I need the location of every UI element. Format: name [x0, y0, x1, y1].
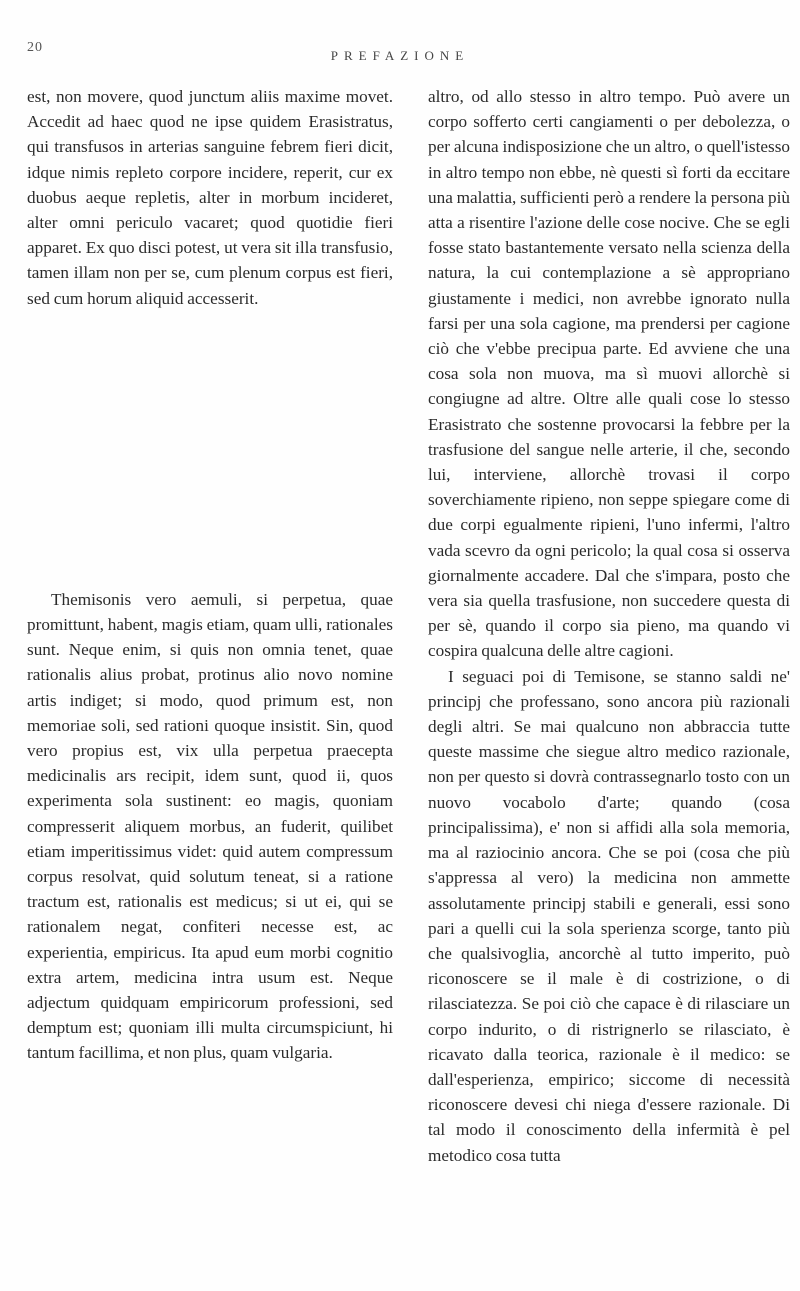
italian-paragraph-1: altro, od allo stesso in altro tempo. Può avere un corpo sofferto certi cangiamenti o per debolezza, o per alcuna indisposizione che un altro, o quell'istesso in altro tempo non ebbe, nè questi sì forti da eccitare una malattia, sufficienti però a rendere la persona più atta a risentire l'azione delle cose nocive. Che se egli fosse stato bastantemente versato nella scienza della natura, la cui contemplazione a sè appropriano giustamente i medici, non avrebbe ignorato nulla farsi per una sola cagione, ma prendersi per cagione ciò che v'ebbe precipua parte. Ed avviene che una cosa sola non muova, ma sì muovi allorchè si congiugne ad altre. Oltre alle quali cose lo stesso Erasistrato che sostenne provocarsi la febbre per la trasfusione del sangue nelle arterie, il che, secondo lui, interviene, allorchè trovasi il corpo soverchiamente ripieno, non seppe spiegare come di due corpi egualmente ripieni, l'uno infermi, l'altro vada scevro da ogni pericolo; la qual cosa si osserva giornalmente accadere. Dal che s'impara, posto che vera sia quella trasfusione, non succedere questa di per sè, quando il corpo sia pieno, ma quando vi cospira qualcuna delle altre cagioni. — [428, 87, 790, 661]
latin-text-column — [27, 84, 393, 1066]
page-number: 20 — [27, 40, 43, 55]
italian-text-column — [428, 84, 790, 1168]
running-head: PREFAZIONE — [330, 48, 470, 63]
latin-paragraph-2: Themisonis vero aemuli, si perpetua, quae promittunt, habent, magis etiam, quam ulli, rationales sunt. Neque enim, si quis non omnia tenet, quae rationalis alius probat, protinus alio novo nomine artis indiget; si modo, quod primum est, non memoriae soli, sed rationi quoque insistit. Sin, quod vero propius est, vix ulla perpetua praecepta medicinalis ars recipit, idem sunt, quod ii, quos experimenta sola sustinent: eo magis, quoniam compresserit aliquem morbus, an fuderit, quilibet etiam imperitissimus videt: quid autem compressum corpus resolvat, quid solutum teneat, si a ratione tractum est, rationalis est medicus; si ut ei, qui se rationalem negat, confiteri necesse est, ac experientia, empiricus. Ita apud eum morbi cognitio extra artem, medicina intra usum est. Neque adjectum quidquam empiricorum professioni, sed demptum est; quoniam illi multa circumspiciunt, hi tantum facillima, et non plus, quam vulgaria. — [27, 589, 393, 1063]
latin-paragraph-1: est, non movere, quod junctum aliis maxime movet. Accedit ad haec quod ne ipse quidem Erasistratus, qui transfusos in arterias sanguine febrem fieri dicit, idque nimis repleto corpore incidere, reperit, cur ex duobus aeque repletis, alter in morbum incideret, alter omni periculo vacaret; quod quotidie fieri apparet. Ex quo disci potest, ut vera sit illa transfusio, tamen illam non per se, cum plenum corpus est fieri, sed cum horum aliquid accesserit. — [27, 87, 393, 308]
italian-paragraph-2: I seguaci poi di Temisone, se stanno saldi ne' principj che professano, sono ancora più razionali degli altri. Se mai qualcuno non abbraccia tutte queste massime che siegue altro medico razionale, non per questo si dovrà contrassegnarlo tosto con un nuovo vocabolo d'arte; quando (cosa principalissima), e' non si affidi alla sola memoria, ma al raziocinio ancora. Che se poi (cosa che più s'appressa al vero) la medicina non ammette assolutamente principj stabili e generali, essi sono pari a quelli cui la sola sperienza scorge, tanto più che qualsivoglia, ancorchè al tutto imperito, può riconoscere se il male è di costrizione, o di rilasciatezza. Se poi ciò che capace è di rilasciare un corpo indurito, o di ristrignerlo se rilasciato, è ricavato dalla teorica, razionale è il medico: se dall'esperienza, empirico; siccome di necessità riconoscere devesi chi niega d'essere razionale. Di tal modo il conoscimento della infermità è pel metodico cosa tutta — [428, 666, 790, 1165]
